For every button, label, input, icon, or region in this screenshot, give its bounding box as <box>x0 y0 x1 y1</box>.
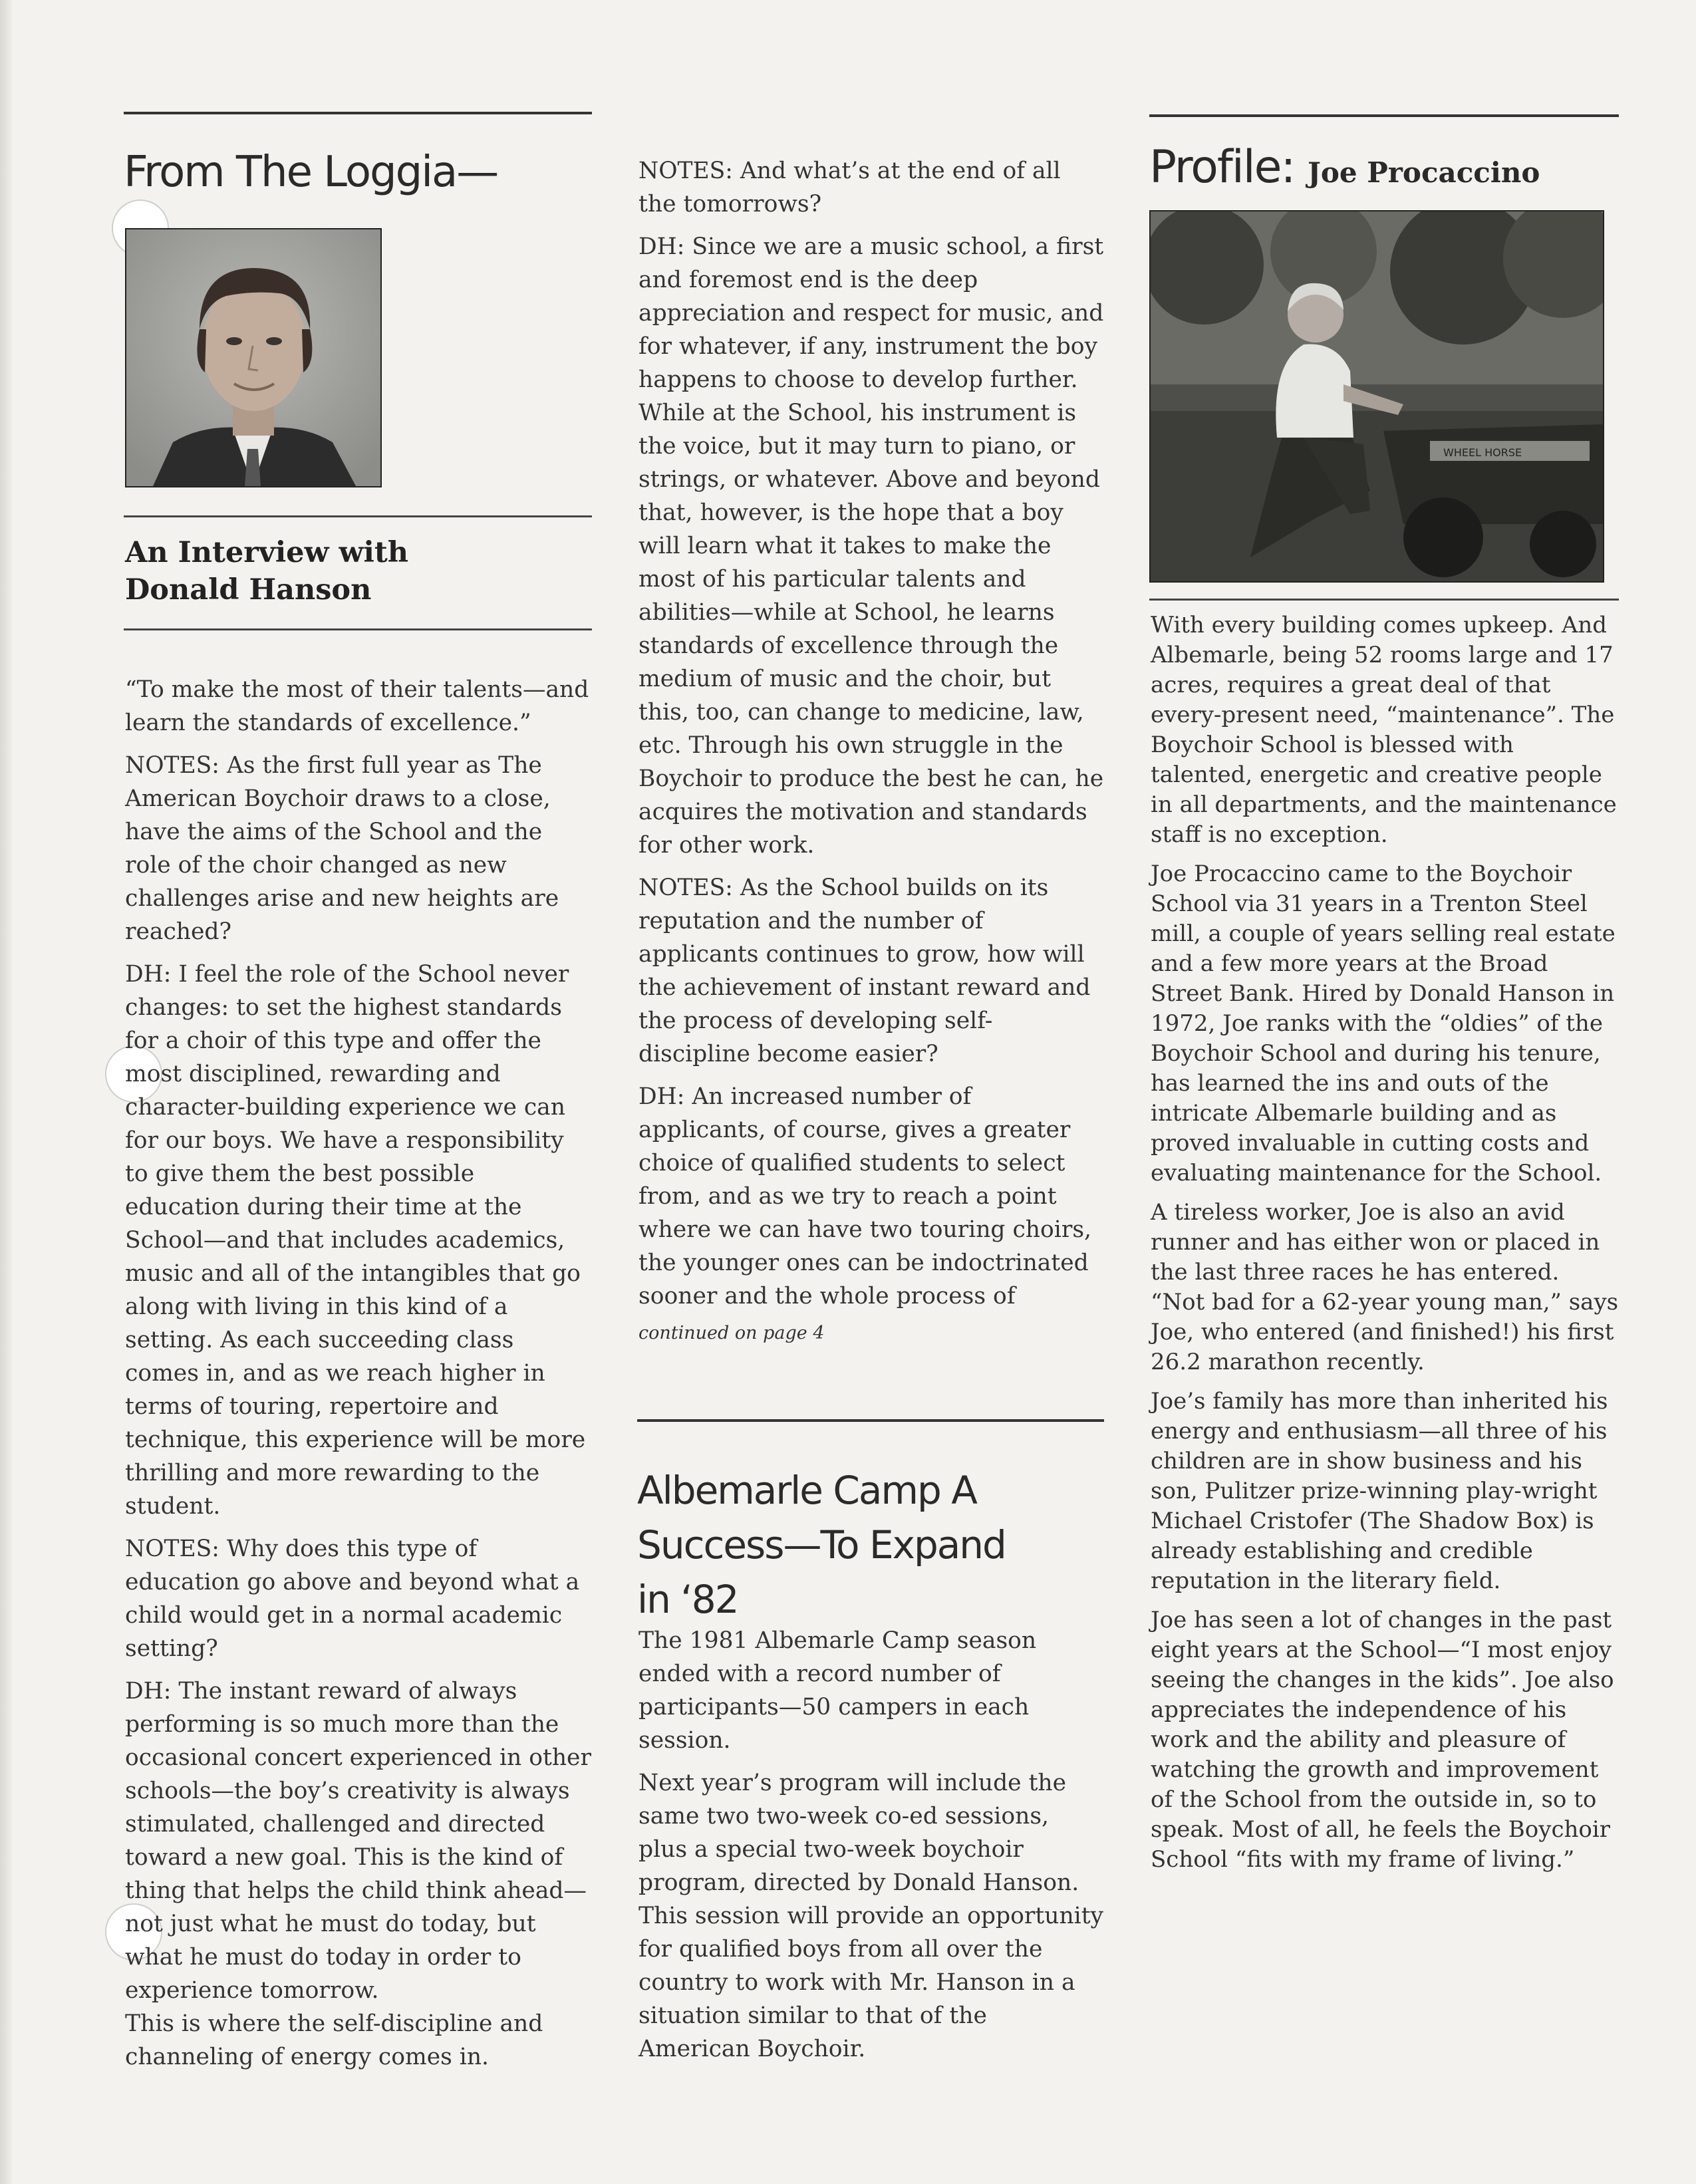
camp-paragraph: Next year’s program will include the same two two-week co-ed sessions, plus a special two-week boychoir program, directed by Donald Hanson. This session will provide an opportunity for qualified boys from all over the country to work with Mr. Hanson in a situation similar to that of the American Boychoir. <box>638 1770 1104 2062</box>
tractor-photo-image <box>1151 211 1603 581</box>
camp-heading-line-3: in ‘82 <box>637 1577 738 1622</box>
profile-paragraph: With every building comes upkeep. And Albemarle, being 52 rooms large and 17 acres, requires a great deal of that every-present need, “maintenance”. The Boychoir School is blessed with talented, energetic and creative people in all departments, and the maintenance staff is no exception. <box>1151 612 1617 848</box>
interview-paragraph: DH: An increased number of applicants, of course, gives a greater choice of qualified students to select from, and as we try to reach a point where we can have two touring choirs, the younger ones can be indoctrinated sooner and the whole process of <box>638 1083 1091 1309</box>
profile-paragraph: Joe Procaccino came to the Boychoir School via 31 years in a Trenton Steel mill, a couple of years selling real estate and a few more years at the Broad Street Bank. Hired by Donald Hanson in 1972, Joe ranks with the “oldies” of the Boychoir School and during his tenure, has learned the ins and outs of the intricate Albemarle building and as proved invaluable in cutting costs and evaluating maintenance for the School. <box>1151 861 1616 1186</box>
camp-heading-line-1: Albemarle Camp A <box>637 1468 976 1513</box>
interview-paragraph: NOTES: And what’s at the end of all the tomorrows? <box>638 158 1061 217</box>
col3-top-rule <box>1149 114 1619 117</box>
col2-camp-rule <box>637 1419 1104 1422</box>
profile-paragraph: Joe has seen a lot of changes in the past eight years at the School—“I most enjoy seeing the changes in the kids”. Joe also appreciates the independence of his work and the ability and pleasure of watching the growth and improvement of the School from the outside in, so to speak. Most of all, he feels the Boychoir School “fits with my frame of living.” <box>1151 1607 1614 1873</box>
col1-mid-rule-2 <box>124 628 592 630</box>
profile-text <box>1151 611 1619 1884</box>
camp-text <box>638 1624 1104 2075</box>
page-left-edge <box>0 0 12 2184</box>
interview-paragraph: NOTES: Why does this type of education go above and beyond what a child would get in a normal academic setting? <box>125 1536 580 1662</box>
continued-on-page-link[interactable]: continued on page 4 <box>638 1323 825 1343</box>
interview-paragraph: NOTES: As the first full year as The American Boychoir draws to a close, have the aims of the School and the role of the choir changed as new challenges arise and new heights are reached? <box>125 752 559 945</box>
portrait-image <box>126 229 380 486</box>
profile-paragraph: A tireless worker, Joe is also an avid runner and has either won or placed in the last three races he has entered. “Not bad for a 62-year young man,” says Joe, who entered (and finished!) his first 26.2 marathon recently. <box>1151 1199 1619 1375</box>
interview-paragraph: This is where the self-discipline and channeling of energy comes in. <box>125 2010 543 2070</box>
subheading-line-2: Donald Hanson <box>125 573 372 607</box>
interview-paragraph: NOTES: As the School builds on its reputation and the number of applicants continues to grow, how will the achievement of instant reward and the process of developing self-discipline become easier? <box>638 875 1091 1067</box>
col3-photo-rule <box>1149 599 1619 601</box>
interview-paragraph: DH: Since we are a music school, a first and foremost end is the deep appreciation and respect for music, and for whatever, if any, instrument the boy happens to choose to develop further. While at the School, his instrument is the voice, but it may turn to piano, or strings, or whatever. Above and beyond that, however, is the hope that a boy will learn what it takes to make the most of his particular talents and abilities—while at School, he learns standards of excellence through the medium of music and the choir, but this, too, can change to medicine, law, etc. Through his own struggle in the Boychoir to produce the best he can, he acquires the motivation and standards for other work. <box>638 233 1104 859</box>
wheel-horse-label: WHEEL HORSE <box>1443 446 1522 459</box>
interview-text <box>125 673 593 2083</box>
interview-paragraph: DH: I feel the role of the School never changes: to set the highest standards for a choir of this type and offer the most disciplined, rewarding and character-building experience we can for our boys. We have a responsibility to give them the best possible education during their time at the School—and that includes academics, music and all of the intangibles that go along with living in this kind of a setting. As each succeeding class comes in, and as we reach higher in terms of touring, repertoire and technique, this experience will be more thrilling and more rewarding to the student. <box>125 961 586 1520</box>
profile-heading <box>1149 141 1540 194</box>
camp-paragraph: The 1981 Albemarle Camp season ended with a record number of participants—50 campers in each session. <box>638 1627 1037 1754</box>
profile-paragraph: Joe’s family has more than inherited his energy and enthusiasm—all three of his children are in show business and his son, Pulitzer prize-winning play-wright Michael Cristofer (The Shadow Box) is already establishing and credible reputation in the literary field. <box>1151 1388 1608 1594</box>
camp-heading-line-2: Success—To Expand <box>637 1522 1006 1568</box>
donald-hanson-portrait <box>125 228 382 487</box>
interview-paragraph: DH: The instant reward of always performing is so much more than the occasional concert experienced in other schools—the boy’s creativity is always stimulated, challenged and directed toward a new goal. This is the kind of thing that helps the child think ahead—not just what he must do today, but what he must do today in order to experience tomorrow. <box>125 1678 591 2004</box>
interview-quote: “To make the most of their talents—and learn the standards of excellence.” <box>125 676 589 736</box>
profile-label: Profile: <box>1149 141 1295 194</box>
col1-top-rule <box>124 112 592 114</box>
joe-procaccino-photo <box>1149 210 1604 583</box>
subheading-line-1: An Interview with <box>125 536 408 569</box>
from-the-loggia-heading: From The Loggia— <box>124 148 498 197</box>
profile-name: Joe Procaccino <box>1307 156 1540 189</box>
interview-continued-text <box>638 154 1104 1359</box>
albemarle-camp-heading <box>637 1463 1104 1627</box>
interview-subheading <box>125 534 408 609</box>
col1-mid-rule-1 <box>124 515 592 517</box>
